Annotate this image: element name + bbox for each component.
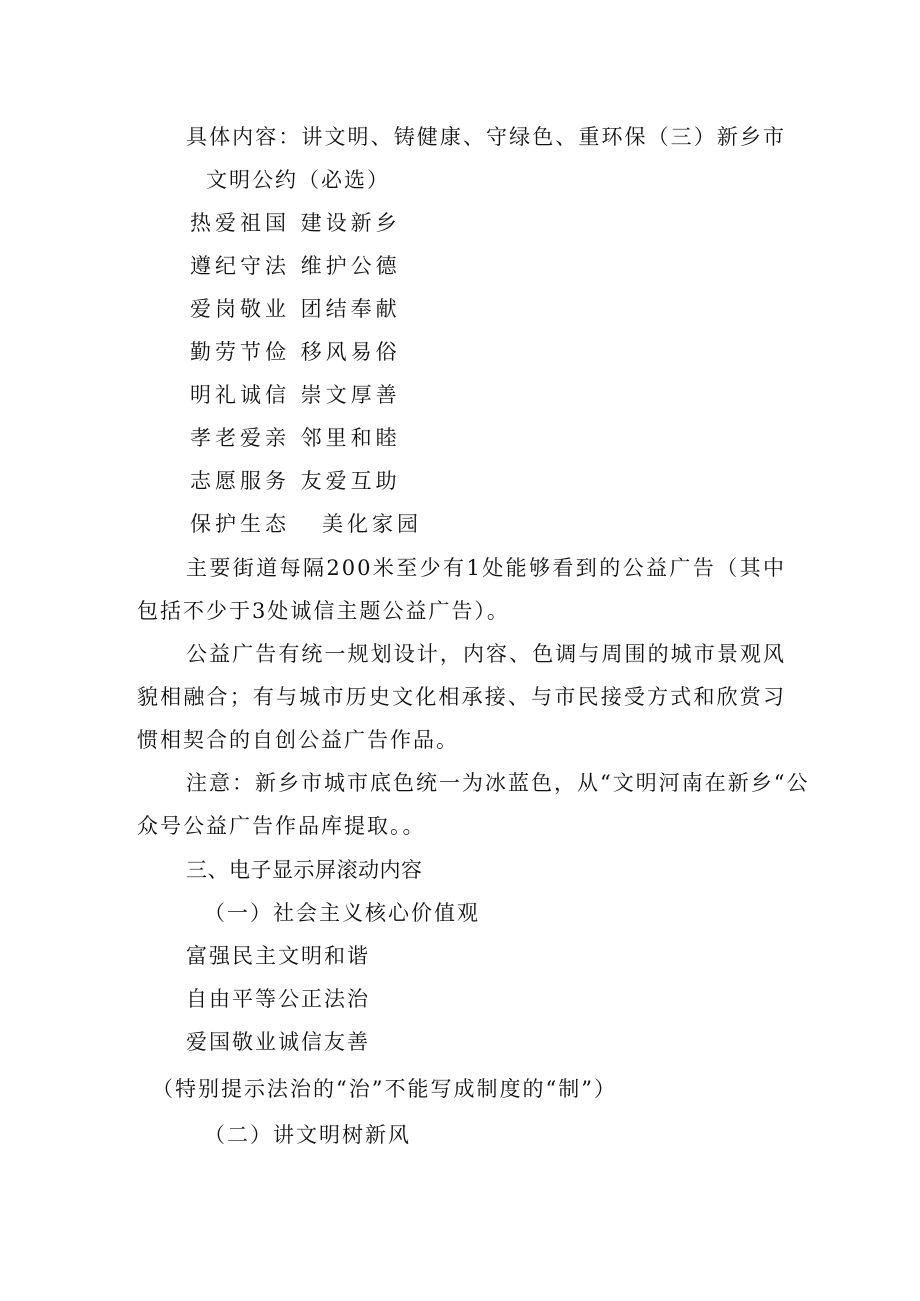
convention-item: 保护生态 美化家园 — [190, 512, 423, 536]
paragraph-line: 公益广告有统一规划设计，内容、色调与周围的城市景观风 — [186, 642, 786, 666]
subsection-heading: （二）讲文明树新风 — [204, 1123, 411, 1147]
subsection-heading: （一）社会主义核心价值观 — [204, 901, 480, 925]
convention-item: 勤劳节俭 移风易俗 — [190, 340, 401, 364]
paragraph-line: 包括不少于3处诚信主题公益广告）。 — [137, 599, 510, 623]
convention-item: 爱岗敬业 团结奉献 — [190, 297, 401, 321]
value-line: 自由平等公正法治 — [186, 987, 370, 1011]
special-note-line: （特别提示法治的“治”不能写成制度的“制”） — [152, 1077, 617, 1101]
convention-item: 热爱祖国 建设新乡 — [190, 211, 401, 235]
value-line: 爱国敬业诚信友善 — [186, 1030, 370, 1054]
convention-title-line: 文明公约（必选） — [206, 168, 390, 192]
paragraph-line: 惯相契合的自创公益广告作品。 — [137, 728, 459, 752]
paragraph-line: 貌相融合；有与城市历史文化相承接、与市民接受方式和欣赏习 — [137, 685, 786, 709]
convention-item: 孝老爱亲 邻里和睦 — [190, 426, 401, 450]
convention-item: 遵纪守法 维护公德 — [190, 254, 401, 278]
convention-item: 明礼诚信 崇文厚善 — [190, 383, 401, 407]
convention-item: 志愿服务 友爱互助 — [190, 469, 401, 493]
note-line: 众号公益广告作品库提取。。 — [137, 814, 426, 838]
value-line: 富强民主文明和谐 — [186, 944, 370, 968]
note-line: 注意：新乡市城市底色统一为冰蓝色，从“文明河南在新乡“公 — [186, 771, 810, 795]
paragraph-line: 主要街道每隔200米至少有1处能够看到的公益广告（其中 — [186, 556, 786, 580]
content-intro-line: 具体内容：讲文明、铸健康、守绿色、重环保（三）新乡市 — [186, 125, 786, 149]
section-heading: 三、电子显示屏滚动内容 — [186, 858, 423, 882]
